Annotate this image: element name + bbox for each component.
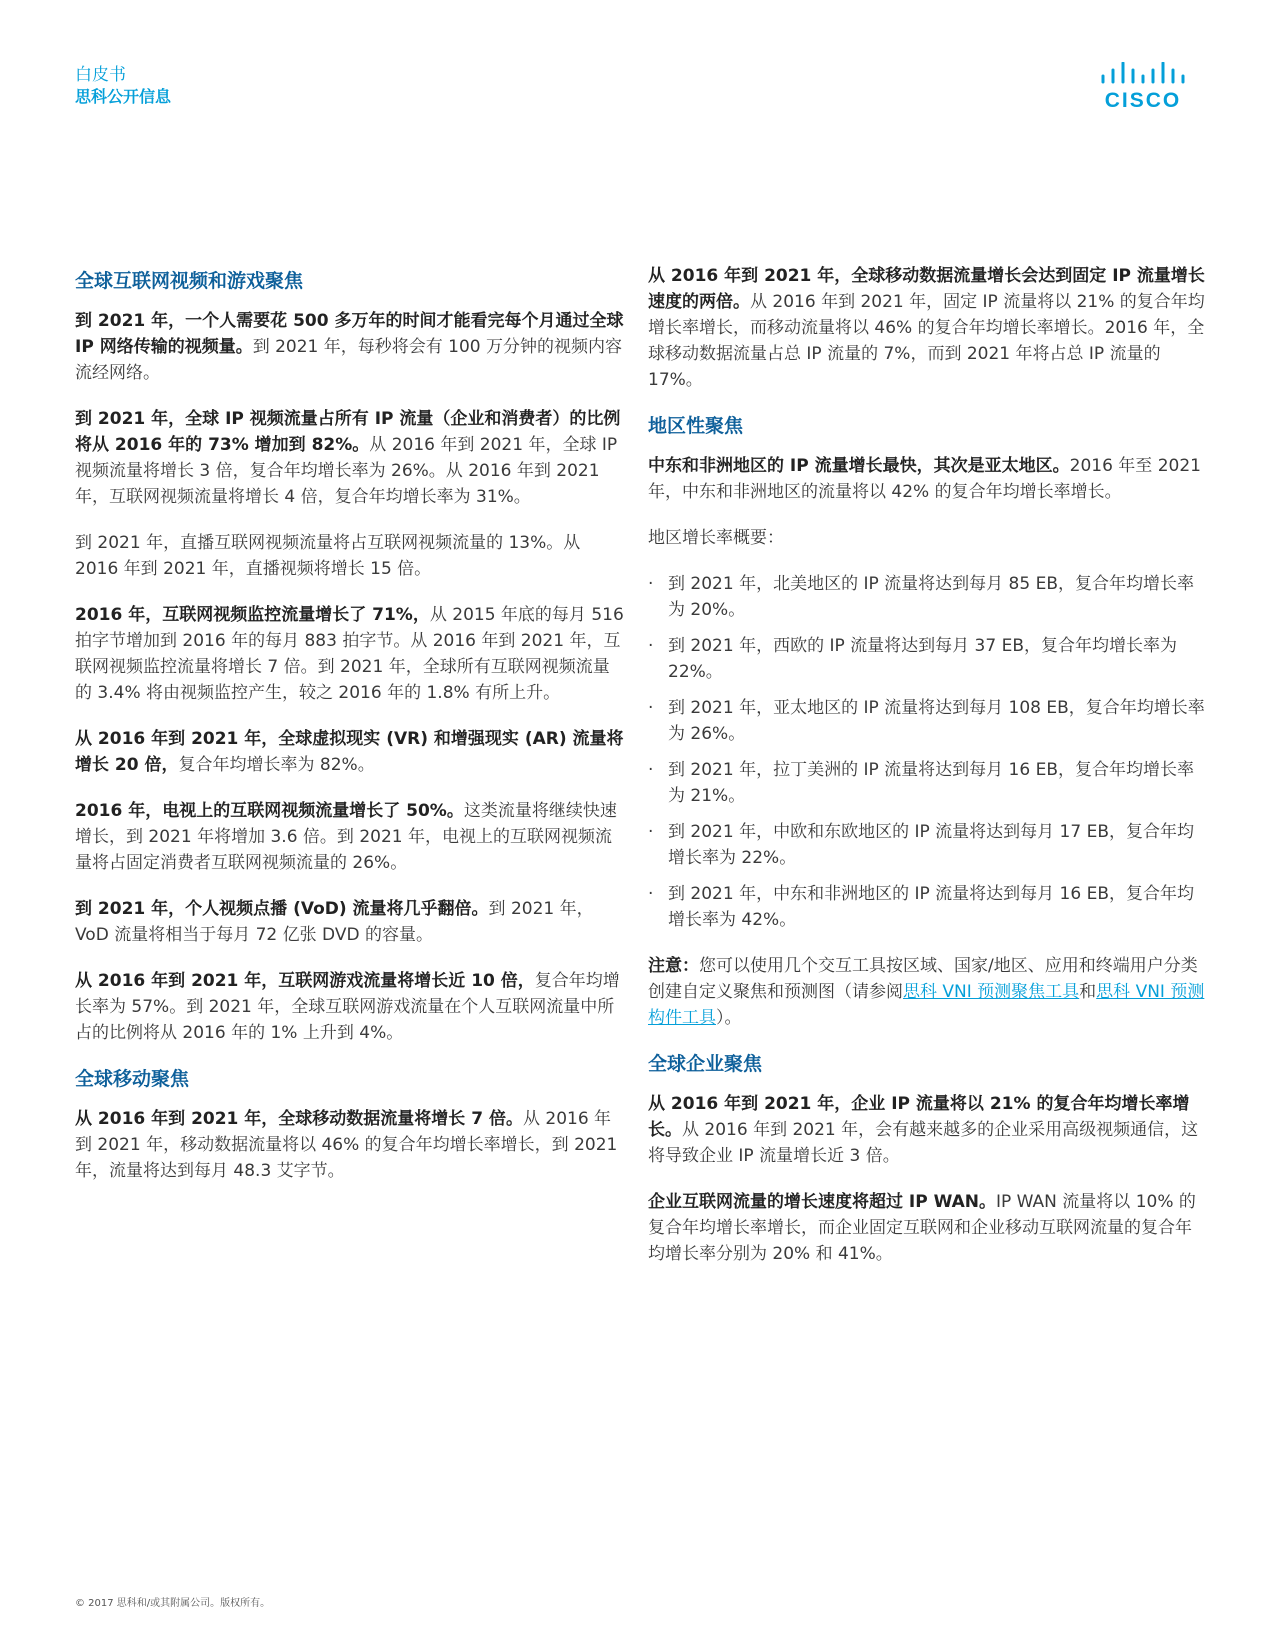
paragraph: 从 2016 年到 2021 年，全球移动数据流量增长会达到固定 IP 流量增长速度的两倍。从 2016 年到 2021 年，固定 IP 流量将以 21% 的复合年均增长率增长，而移动流量将以 46% 的复合年均增长率增长。2016 年，全球移动数据流量占总 IP 流量的 7%，而到 2021 年将占总 IP 流量的 17%。	[648, 266, 1205, 390]
list-item: · 到 2021 年，中东和非洲地区的 IP 流量将达到每月 16 EB，复合年均增长率为 42%。	[648, 881, 1208, 933]
section-heading-regional: 地区性聚焦	[648, 415, 744, 437]
cisco-logo-icon	[1098, 62, 1198, 116]
header-left	[75, 64, 171, 108]
section-heading-mobile: 全球移动聚焦	[75, 1068, 190, 1090]
section-heading-enterprise: 全球企业聚焦	[648, 1053, 763, 1075]
bullet-icon: ·	[648, 574, 654, 594]
list-item: · 到 2021 年，北美地区的 IP 流量将达到每月 85 EB，复合年均增长率为 20%。	[648, 571, 1208, 623]
bullet-icon: ·	[648, 636, 654, 656]
paragraph: 到 2021 年，个人视频点播 (VoD) 流量将几乎翻倍。到 2021 年，VoD 流量将相当于每月 72 亿张 DVD 的容量。	[75, 899, 594, 945]
note-paragraph: 注意：您可以使用几个交互工具按区域、国家/地区、应用和终端用户分类创建自定义聚焦和预测图（请参阅思科 VNI 预测聚焦工具和思科 VNI 预测构件工具）。	[648, 956, 1205, 1028]
paragraph: 到 2021 年，一个人需要花 500 多万年的时间才能看完每个月通过全球 IP 网络传输的视频量。到 2021 年，每秒将会有 100 万分钟的视频内容流经网络。	[75, 311, 624, 383]
list-item: · 到 2021 年，拉丁美洲的 IP 流量将达到每月 16 EB，复合年均增长率为 21%。	[648, 757, 1208, 809]
list-item: · 到 2021 年，西欧的 IP 流量将达到每月 37 EB，复合年均增长率为 22%。	[648, 633, 1208, 685]
footer-copyright: © 2017 思科和/或其附属公司。版权所有。	[75, 1598, 271, 1609]
paragraph: 从 2016 年到 2021 年，全球移动数据流量将增长 7 倍。从 2016 年到 2021 年，移动数据流量将以 46% 的复合年均增长率增长，到 2021 年，流量将达到每月 48.3 艾字节。	[75, 1109, 618, 1181]
vni-forecast-widget-link[interactable]: 思科 VNI 预测构件工具	[648, 982, 1205, 1028]
paragraph: 2016 年，互联网视频监控流量增长了 71%，从 2015 年底的每月 516 拍字节增加到 2016 年的每月 883 拍字节。从 2016 年到 2021 年，互联网视频监控流量将增长 7 倍。到 2021 年，全球所有互联网视频流量的 3.4% 将由视频监控产生，较之 2016 年的 1.8% 有所上升。	[75, 605, 624, 703]
region-list	[648, 571, 1208, 933]
list-item: · 到 2021 年，中欧和东欧地区的 IP 流量将达到每月 17 EB，复合年均增长率为 22%。	[648, 819, 1208, 871]
paragraph: 从 2016 年到 2021 年，全球虚拟现实 (VR) 和增强现实 (AR) 流量将增长 20 倍，复合年均增长率为 82%。	[75, 729, 624, 775]
paragraph: 从 2016 年到 2021 年，互联网游戏流量将增长近 10 倍，复合年均增长率为 57%。到 2021 年，全球互联网游戏流量在个人互联网流量中所占的比例将从 2016 年的 1% 上升到 4%。	[75, 971, 620, 1043]
list-item: · 到 2021 年，亚太地区的 IP 流量将达到每月 108 EB，复合年均增长率为 26%。	[648, 695, 1208, 747]
cisco-logo-text: CISCO	[1104, 89, 1182, 112]
paragraph: 企业互联网流量的增长速度将超过 IP WAN。IP WAN 流量将以 10% 的复合年均增长率增长，而企业固定互联网和企业移动互联网流量的复合年均增长率分别为 20% 和 41%。	[648, 1192, 1196, 1264]
paragraph: 从 2016 年到 2021 年，企业 IP 流量将以 21% 的复合年均增长率增长。从 2016 年到 2021 年，会有越来越多的企业采用高级视频通信，这将导致企业 IP 流量增长近 3 倍。	[648, 1094, 1199, 1166]
paragraph: 到 2021 年，全球 IP 视频流量占所有 IP 流量（企业和消费者）的比例将从 2016 年的 73% 增加到 82%。从 2016 年到 2021 年，全球 IP 视频流量将增长 3 倍，复合年均增长率为 26%。从 2016 年到 2021 年，互联网视频流量将增长 4 倍，复合年均增长率为 31%。	[75, 409, 621, 507]
bullet-icon: ·	[648, 822, 654, 842]
doc-classification: 思科公开信息	[75, 87, 172, 106]
right-column	[648, 268, 1208, 1287]
section-heading-video: 全球互联网视频和游戏聚焦	[75, 270, 304, 292]
bullet-icon: ·	[648, 884, 654, 904]
vni-forecast-highlights-link[interactable]: 思科 VNI 预测聚焦工具	[903, 982, 1080, 1002]
bullet-icon: ·	[648, 698, 654, 718]
paragraph: 中东和非洲地区的 IP 流量增长最快，其次是亚太地区。2016 年至 2021 年，中东和非洲地区的流量将以 42% 的复合年均增长率增长。	[648, 456, 1201, 502]
paragraph: 到 2021 年，直播互联网视频流量将占互联网视频流量的 13%。从 2016 年到 2021 年，直播视频将增长 15 倍。	[75, 533, 581, 579]
bullet-icon: ·	[648, 760, 654, 780]
doc-type: 白皮书	[75, 65, 126, 85]
left-column	[75, 268, 625, 1204]
paragraph: 地区增长率概要：	[648, 528, 784, 548]
paragraph: 2016 年，电视上的互联网视频流量增长了 50%。这类流量将继续快速增长，到 2021 年将增加 3.6 倍。到 2021 年，电视上的互联网视频流量将占固定消费者互联网视频流量的 26%。	[75, 801, 617, 873]
